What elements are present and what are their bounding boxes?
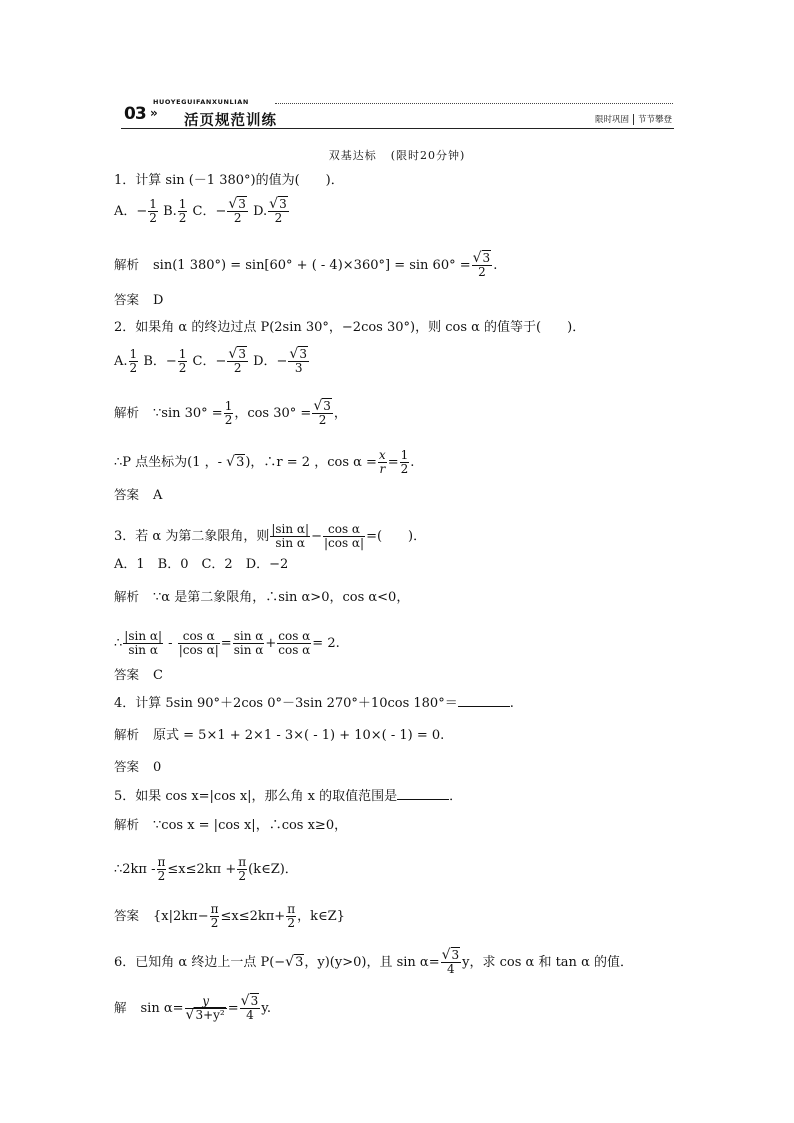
num: cos α (323, 523, 365, 537)
radicand: 3 (279, 197, 287, 211)
sqrt-icon: √ (226, 454, 236, 470)
answer-label: 答案 (114, 667, 140, 682)
q3-sol1: ∵α 是第二象限角，∴sin α>0，cos α<0， (153, 590, 410, 605)
num: x (378, 448, 386, 462)
fraction (210, 903, 220, 930)
fraction (157, 856, 167, 883)
q5-stem-text: 5．如果 cos x=|cos x|，那么角 x 的取值范围是 (114, 789, 398, 804)
q6-stem-c: y，求 cos α 和 tan α 的值． (462, 955, 633, 970)
q2-opt-c: C．− (192, 354, 227, 369)
den: 2 (149, 211, 157, 225)
den: sin α (233, 643, 264, 657)
radicand: 3 (238, 197, 246, 211)
q5-solution-1 (114, 817, 347, 834)
q3-sol2-eq: = (220, 636, 232, 651)
q3-answer (114, 667, 163, 684)
radicand: 3+y² (195, 1008, 225, 1022)
sqrt (226, 454, 245, 471)
num: 1 (129, 347, 138, 361)
q4-stem (114, 694, 514, 712)
num (227, 198, 248, 212)
q5-ans-c: ，k∈Z} (297, 909, 345, 924)
num: 1 (149, 197, 157, 211)
jiexi-label: 解析 (114, 257, 140, 272)
num: cos α (178, 630, 220, 644)
q2-opt-d: D．− (253, 354, 288, 369)
sqrt-icon: √ (289, 346, 299, 362)
den: 2 (318, 413, 327, 427)
answer-label: 答案 (114, 487, 140, 502)
q1-answer-value: D (153, 293, 164, 308)
num: π (157, 855, 166, 869)
q5-sol2-b: ≤x≤2kπ + (167, 862, 237, 877)
den: 2 (210, 916, 219, 930)
sqrt-icon: √ (441, 947, 451, 963)
q2-sol2-a: ∴P 点坐标为(1 ，- (114, 455, 227, 470)
num (268, 198, 289, 212)
q2-opt-b: B．− (143, 354, 177, 369)
q2-sol2-c: = (387, 455, 399, 470)
fraction (270, 523, 310, 550)
q6-sol-a: sin α= (140, 1001, 184, 1016)
q6-sol-c: y. (261, 1001, 271, 1016)
sqrt-icon: √ (472, 250, 482, 266)
q1-sol: sin(1 380°) = sin[60° + ( - 4)×360°] = sin 60° = (153, 258, 471, 273)
q6-stem-b: ，y)(y>0)，且 sin α= (304, 955, 440, 970)
num: 1 (400, 448, 409, 462)
header-title: 活页规范训练 (184, 113, 277, 129)
q5-stem (114, 787, 462, 805)
fraction (240, 995, 261, 1022)
q3-sol2-end: = 2. (312, 636, 340, 651)
num (288, 348, 309, 362)
q4-stem-end: . (509, 696, 514, 711)
num: sin α (233, 629, 264, 643)
den: 2 (129, 361, 138, 375)
den: 2 (224, 413, 233, 427)
sqrt-icon: √ (185, 1007, 195, 1023)
q5-sol2-c: (k∈Z)． (248, 862, 298, 877)
q4-answer-value: 0 (153, 760, 162, 775)
q5-stem-end: ． (449, 789, 463, 804)
num (472, 252, 493, 266)
answer-label: 答案 (114, 908, 140, 923)
q5-answer (114, 903, 345, 930)
q4-sol: 原式 = 5×1 + 2×1 - 3×( - 1) + 10×( - 1) = 0. (153, 728, 445, 743)
den: 2 (400, 462, 409, 476)
header-pinyin: HUOYEGUIFANXUNLIAN (153, 98, 249, 106)
q3-sol2-minus: - (164, 636, 177, 651)
den: 2 (233, 361, 242, 375)
q2-answer-value: A (153, 488, 163, 503)
radicand: 3 (323, 399, 331, 413)
fraction (378, 449, 387, 476)
num (312, 400, 333, 414)
den: cos α (278, 643, 311, 657)
radicand: 3 (250, 994, 259, 1008)
fraction (400, 449, 410, 476)
den: 2 (157, 869, 166, 883)
chevron-icon: » (150, 106, 158, 120)
q1-opt-c: C．− (192, 204, 227, 219)
jie-label: 解 (114, 1000, 127, 1015)
q4-answer (114, 759, 161, 776)
num: |sin α| (271, 522, 310, 536)
q3-stem (114, 523, 426, 550)
q4-stem-text: 4．计算 5sin 90°＋2cos 0°－3sin 270°＋10cos 180°＝ (114, 696, 458, 711)
page-subtitle (0, 147, 794, 163)
fraction (323, 523, 365, 550)
q3-options: A．1 B．0 C．2 D．−2 (114, 557, 289, 572)
q5-ans-a: {x|2kπ− (153, 909, 209, 924)
q3-stem-a: 3．若 α 为第二象限角，则 (114, 529, 270, 544)
fraction (148, 198, 158, 225)
num: 1 (224, 399, 233, 413)
sqrt (285, 954, 304, 971)
q2-sol2-b: )，∴r = 2 ，cos α = (245, 455, 377, 470)
fraction (227, 198, 248, 225)
q1-answer (114, 292, 163, 309)
den: 2 (178, 211, 187, 225)
den: 2 (233, 211, 242, 225)
fraction (185, 995, 227, 1022)
den: 2 (238, 869, 246, 883)
num: cos α (278, 629, 311, 643)
q3-answer-value: C (153, 668, 163, 683)
fraction (268, 198, 289, 225)
fraction (312, 400, 333, 427)
sqrt-icon: √ (269, 196, 279, 212)
q3-solution-2 (114, 630, 340, 657)
q1-opt-b: B. (163, 204, 177, 219)
fraction (129, 348, 139, 375)
den: |cos α| (178, 643, 219, 657)
q1-options (114, 198, 290, 225)
q2-sol1-a: ∵sin 30° = (153, 406, 223, 421)
den: 3 (294, 361, 303, 375)
fraction (441, 949, 462, 976)
q2-opt-a: A. (114, 354, 128, 369)
sqrt-icon: √ (228, 346, 238, 362)
q2-sol2-d: . (410, 455, 415, 470)
answer-blank[interactable] (397, 787, 449, 800)
q2-sol1-b: ，cos 30° = (234, 406, 312, 421)
q1-opt-a: A．− (114, 204, 148, 219)
den: r (379, 462, 386, 476)
fraction (178, 348, 188, 375)
q3-sol2-plus: + (265, 636, 277, 651)
jiexi-label: 解析 (114, 405, 140, 420)
jiexi-label: 解析 (114, 727, 140, 742)
den: 2 (478, 265, 486, 279)
q2-options (114, 348, 310, 375)
q5-ans-b: ≤x≤2kπ+ (220, 909, 286, 924)
radicand: 3 (236, 455, 245, 470)
fraction (472, 252, 493, 279)
answer-blank[interactable] (458, 694, 510, 707)
q2-stem: 2．如果角 α 的终边过点 P(2sin 30°，−2cos 30°)，则 cos α 的值等于( )． (114, 320, 586, 335)
q2-answer (114, 487, 162, 504)
answer-label: 答案 (114, 759, 140, 774)
num (441, 949, 462, 963)
section-number: 03 (124, 104, 146, 124)
den (185, 1009, 227, 1022)
den: sin α (275, 536, 306, 550)
sqrt-icon: √ (285, 954, 295, 970)
jiexi-label: 解析 (114, 589, 140, 604)
radicand: 3 (238, 347, 246, 361)
q1-sol-end: . (493, 258, 498, 273)
q1-opt-d: D. (253, 204, 268, 219)
fraction (224, 400, 234, 427)
q1-stem: 1．计算 sin (－1 380°)的值为( )． (114, 173, 344, 188)
q2-sol1-c: ， (333, 406, 347, 421)
den: 4 (447, 962, 455, 976)
fraction (277, 630, 311, 657)
sqrt-icon: √ (313, 398, 323, 414)
num: 1 (178, 197, 187, 211)
q3-sol2-a: ∴ (114, 636, 123, 651)
header-dotted-rule (275, 103, 673, 104)
den: 4 (246, 1008, 254, 1022)
q5-solution-2 (114, 856, 298, 883)
subtitle-main: 双基达标 (328, 149, 377, 162)
header-tags (595, 113, 672, 125)
q2-solution-2 (114, 449, 414, 476)
q4-solution (114, 727, 444, 744)
den: 2 (287, 916, 295, 930)
q5-sol1: ∵cos x = |cos x|，∴cos x≥0， (153, 818, 348, 833)
num: 1 (178, 347, 187, 361)
q6-stem (114, 949, 633, 976)
answer-label: 答案 (114, 292, 140, 307)
q6-solution (114, 995, 271, 1022)
q6-stem-a: 6．已知角 α 终边上一点 P(− (114, 955, 286, 970)
den: sin α (128, 643, 158, 657)
header-rule (121, 128, 674, 129)
q5-sol2-a: ∴2kπ - (114, 862, 156, 877)
num (240, 995, 261, 1009)
tag-separator (633, 114, 634, 125)
fraction (227, 348, 248, 375)
radicand: 3 (299, 347, 307, 361)
fraction (123, 630, 163, 657)
num: |sin α| (124, 629, 163, 643)
q3-stem-c: =( )． (366, 529, 427, 544)
q2-solution-1 (114, 400, 347, 427)
q6-sol-b: = (227, 1001, 239, 1016)
radicand: 3 (482, 251, 491, 265)
q3-solution-1 (114, 589, 409, 606)
fraction (286, 903, 296, 930)
den: |cos α| (323, 536, 365, 550)
q3-stem-b: − (311, 529, 322, 544)
jiexi-label: 解析 (114, 817, 140, 832)
fraction (233, 630, 265, 657)
fraction (178, 198, 188, 225)
num: π (238, 855, 247, 869)
num: y (185, 995, 227, 1009)
sqrt-icon: √ (240, 993, 250, 1009)
fraction (288, 348, 309, 375)
den: 2 (274, 211, 283, 225)
tag-right: 节节攀登 (637, 115, 672, 125)
den: 2 (178, 361, 187, 375)
fraction (178, 630, 220, 657)
sqrt-icon: √ (228, 196, 238, 212)
q1-solution (114, 252, 497, 279)
num (227, 348, 248, 362)
radicand: 3 (295, 955, 304, 970)
radicand: 3 (451, 948, 460, 962)
tag-left: 限时巩固 (594, 115, 629, 125)
subtitle-time: (限时20分钟) (390, 149, 466, 162)
num: π (210, 902, 219, 916)
fraction (237, 856, 247, 883)
num: π (287, 902, 296, 916)
